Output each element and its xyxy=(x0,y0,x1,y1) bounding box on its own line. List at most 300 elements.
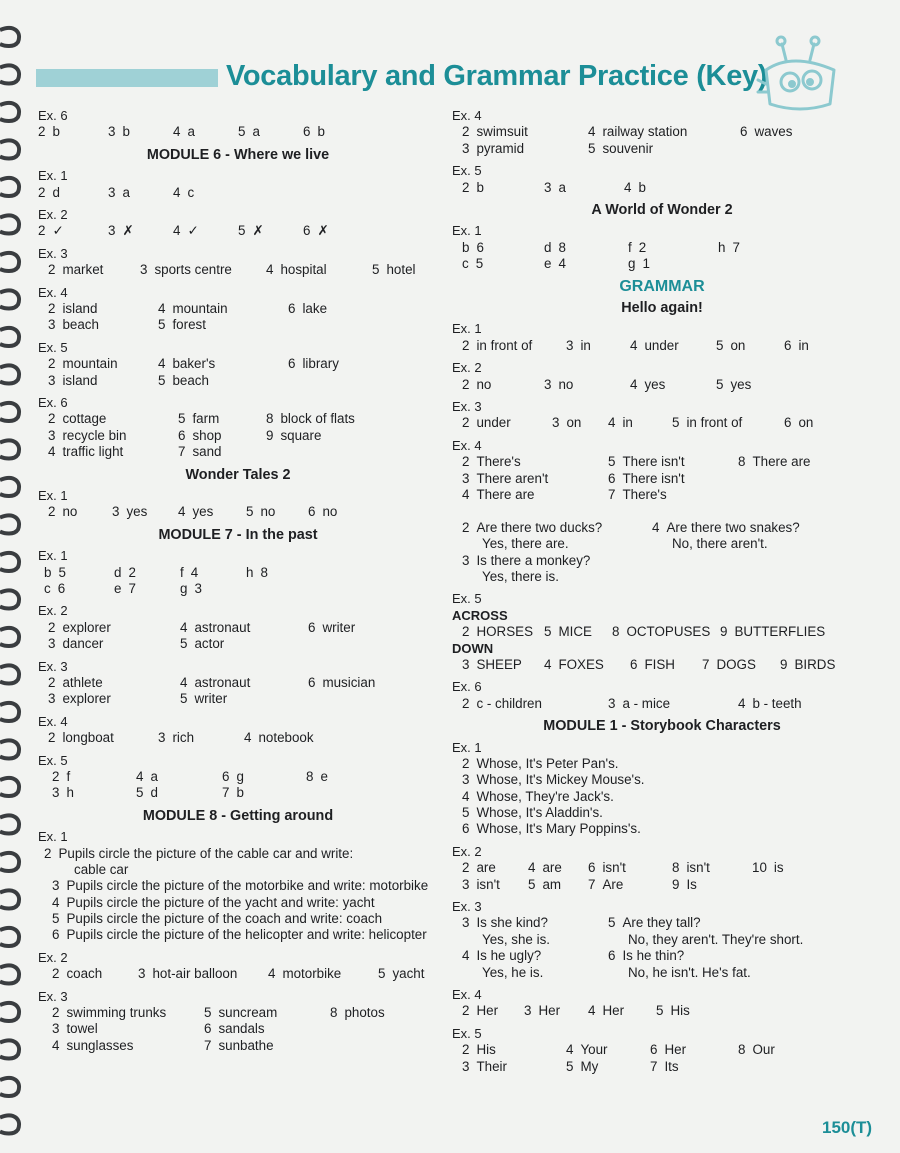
item-answer: longboat xyxy=(62,730,114,746)
item-answer: no xyxy=(476,376,492,392)
exercise-label: Ex. 1 xyxy=(38,487,68,503)
answer-row xyxy=(452,180,872,196)
answer-row xyxy=(38,1005,438,1021)
left-column xyxy=(38,108,438,1060)
item-number: 2 xyxy=(462,124,470,140)
answer-item xyxy=(48,675,103,691)
answer-item xyxy=(108,124,130,140)
item-answer: 2 xyxy=(128,564,136,580)
item-number: 3 xyxy=(112,504,120,520)
spiral-ring xyxy=(0,328,19,346)
answer-item xyxy=(48,356,118,372)
answer-row xyxy=(452,569,872,585)
item-answer: Whose, It's Aladdin's. xyxy=(476,805,603,821)
item-answer: 1 xyxy=(642,256,650,272)
item-answer: Your xyxy=(580,1042,608,1058)
item-answer: photos xyxy=(344,1005,385,1021)
item-answer: ✗ xyxy=(122,223,134,239)
section-heading-module-1-storybook-characters: MODULE 1 - Storybook Characters xyxy=(543,718,781,735)
item-number: 3 xyxy=(138,966,146,982)
item-number: 2 xyxy=(48,356,56,372)
answer-item xyxy=(178,444,222,460)
spiral-ring xyxy=(0,290,19,308)
item-number: 8 xyxy=(306,768,314,784)
answer-row xyxy=(38,785,438,801)
answer-item xyxy=(180,691,227,707)
item-number: 2 xyxy=(462,1003,470,1019)
item-number: 2 xyxy=(48,504,56,520)
item-number: 5 xyxy=(52,911,60,927)
answer-row xyxy=(452,965,872,981)
exercise-block xyxy=(38,168,438,201)
item-answer: Her xyxy=(476,1003,499,1019)
item-number: 8 xyxy=(330,1005,338,1021)
exercise-block xyxy=(38,829,438,944)
answer-item xyxy=(630,338,679,354)
item-answer: in front of xyxy=(686,415,743,431)
item-answer: a - mice xyxy=(622,695,671,711)
item-answer: ✓ xyxy=(187,223,199,239)
item-number: 3 xyxy=(108,124,116,140)
item-number: 5 xyxy=(178,411,186,427)
crossword-direction-heading: DOWN xyxy=(452,640,494,656)
item-number: 7 xyxy=(702,656,710,672)
item-number: 6 xyxy=(630,656,638,672)
exercise-label: Ex. 5 xyxy=(38,339,68,355)
answer-item xyxy=(482,569,559,585)
answer-item xyxy=(588,124,687,140)
exercise-block xyxy=(38,714,438,747)
answer-item xyxy=(566,1042,608,1058)
item-answer: 6 xyxy=(57,580,66,596)
answer-item xyxy=(48,730,114,746)
exercise-label: Ex. 3 xyxy=(38,658,68,674)
answer-item xyxy=(608,487,667,503)
answer-item xyxy=(38,223,64,239)
item-number: 7 xyxy=(608,486,616,502)
exercise-label: Ex. 6 xyxy=(452,679,482,695)
item-number: 2 xyxy=(48,674,56,690)
spiral-ring xyxy=(0,965,19,983)
item-number: 4 xyxy=(180,619,188,635)
answer-row xyxy=(38,581,438,597)
item-number: 5 xyxy=(462,805,470,821)
answer-item xyxy=(628,240,646,256)
item-number: 6 xyxy=(303,223,311,239)
item-number: 8 xyxy=(738,454,746,470)
item-answer: explorer xyxy=(62,619,111,635)
answer-item xyxy=(180,565,198,581)
item-answer: b xyxy=(236,785,244,801)
answer-item xyxy=(566,338,591,354)
exercise-label: Ex. 2 xyxy=(452,843,482,859)
item-number: 3 xyxy=(52,1021,60,1037)
item-number: 4 xyxy=(566,1042,574,1058)
answer-item xyxy=(204,1005,277,1021)
answer-item xyxy=(178,428,222,444)
answer-row xyxy=(452,756,872,772)
item-number: 2 xyxy=(38,184,46,200)
answer-row xyxy=(38,911,438,927)
spiral-ring xyxy=(0,1078,19,1096)
item-answer: yes xyxy=(192,504,214,520)
item-number: 4 xyxy=(268,966,276,982)
item-number: 6 xyxy=(308,619,316,635)
answer-row xyxy=(452,487,872,503)
answer-item xyxy=(303,223,329,239)
answer-item xyxy=(740,124,792,140)
exercise-label: Ex. 4 xyxy=(452,108,482,123)
item-number: 5 xyxy=(528,876,536,892)
answer-row xyxy=(452,536,872,552)
answer-item xyxy=(48,444,123,460)
answer-item xyxy=(462,240,484,256)
item-number: 4 xyxy=(630,337,638,353)
exercise-label: Ex. 4 xyxy=(452,437,482,453)
item-number: 3 xyxy=(462,140,470,156)
item-number: 2 xyxy=(44,845,52,861)
exercise-block xyxy=(452,987,872,1020)
answer-item xyxy=(462,696,542,712)
answer-row xyxy=(38,223,438,239)
answer-row xyxy=(38,124,438,140)
spiral-ring xyxy=(0,365,19,383)
title-accent-bar xyxy=(36,69,218,87)
exercise-label: Ex. 1 xyxy=(38,168,68,184)
exercise-block xyxy=(38,246,438,279)
item-number: 2 xyxy=(52,1005,60,1021)
item-answer: a xyxy=(187,124,195,140)
item-answer: His xyxy=(670,1003,690,1019)
item-answer: BIRDS xyxy=(794,656,836,672)
item-number: 3 xyxy=(544,179,552,195)
item-number: b xyxy=(462,239,470,255)
answer-item xyxy=(178,504,213,520)
exercise-block xyxy=(452,360,872,393)
answer-item xyxy=(158,356,215,372)
item-answer: yes xyxy=(644,376,666,392)
item-number: 4 xyxy=(462,486,470,502)
item-number: 5 xyxy=(378,966,386,982)
item-answer: beach xyxy=(62,317,99,333)
item-number: 3 xyxy=(462,772,470,788)
item-number: 5 xyxy=(204,1005,212,1021)
answer-row xyxy=(38,769,438,785)
answer-item xyxy=(462,520,602,536)
item-answer: island xyxy=(62,301,98,316)
answer-row xyxy=(452,141,872,157)
item-number: 2 xyxy=(462,337,470,353)
answer-item xyxy=(52,878,428,894)
answer-item xyxy=(780,657,835,673)
item-answer: railway station xyxy=(602,124,688,140)
answer-item xyxy=(672,415,742,431)
item-answer: island xyxy=(62,372,98,388)
item-number: 2 xyxy=(48,619,56,635)
item-number: 4 xyxy=(608,415,616,431)
exercise-block xyxy=(38,753,438,802)
answer-item xyxy=(173,124,195,140)
item-answer: b xyxy=(52,124,60,140)
answer-item xyxy=(204,1021,265,1037)
item-answer: Is xyxy=(686,876,697,892)
answer-row xyxy=(452,805,872,821)
answer-row xyxy=(452,471,872,487)
item-answer: musician xyxy=(322,674,376,690)
answer-item xyxy=(718,240,740,256)
item-number: 2 xyxy=(48,262,56,278)
answer-row xyxy=(38,675,438,691)
answer-item xyxy=(612,624,710,640)
item-answer: h xyxy=(66,785,74,801)
answer-item xyxy=(238,223,264,239)
answer-item xyxy=(462,471,548,487)
item-number: 3 xyxy=(462,656,470,672)
answer-item xyxy=(588,1003,624,1019)
item-number: 4 xyxy=(266,262,274,278)
item-number: 3 xyxy=(52,878,60,894)
exercise-label: Ex. 2 xyxy=(452,360,482,376)
item-number: d xyxy=(544,239,552,255)
answer-row xyxy=(38,895,438,911)
item-number: 5 xyxy=(656,1003,664,1019)
exercise-label: Ex. 5 xyxy=(452,163,482,179)
exercise-label: Ex. 3 xyxy=(38,245,68,261)
item-number: 3 xyxy=(608,695,616,711)
item-answer: mountain xyxy=(172,301,228,316)
answer-item xyxy=(462,624,533,640)
item-answer: motorbike xyxy=(282,966,342,982)
item-answer: traffic light xyxy=(62,444,124,460)
answer-item xyxy=(630,657,675,673)
section-heading-grammar: GRAMMAR xyxy=(619,277,705,295)
answer-item xyxy=(624,180,646,196)
item-number: 3 xyxy=(524,1003,532,1019)
item-answer: Are there two snakes? xyxy=(666,519,800,535)
item-number: 6 xyxy=(303,124,311,140)
item-answer: Her xyxy=(538,1003,561,1019)
item-number: 4 xyxy=(462,948,470,964)
exercise-block xyxy=(452,163,872,196)
item-answer: d xyxy=(52,184,60,200)
item-number: 3 xyxy=(462,876,470,892)
answer-row xyxy=(452,520,872,536)
item-number: 6 xyxy=(462,821,470,837)
answer-item xyxy=(303,124,325,140)
item-number: 4 xyxy=(630,376,638,392)
item-number: 6 xyxy=(288,301,296,316)
answer-item xyxy=(524,1003,560,1019)
item-answer: a xyxy=(252,124,260,140)
item-number: 9 xyxy=(780,656,788,672)
answer-item xyxy=(180,636,224,652)
item-number: 9 xyxy=(672,876,680,892)
item-answer: isn't xyxy=(476,876,500,892)
section-heading-a-world-of-wonder-2: A World of Wonder 2 xyxy=(591,201,733,218)
answer-item xyxy=(222,769,244,785)
spiral-ring xyxy=(0,778,19,796)
answer-item xyxy=(48,504,77,520)
answer-item xyxy=(136,769,158,785)
item-number: 7 xyxy=(222,785,230,801)
item-number: 2 xyxy=(462,519,470,535)
answer-item xyxy=(138,966,237,982)
robot-mascot-icon xyxy=(752,30,844,114)
item-answer: recycle bin xyxy=(62,427,127,443)
exercise-block xyxy=(38,488,438,521)
item-answer: g xyxy=(236,768,244,784)
answer-item xyxy=(588,141,653,157)
item-number: g xyxy=(180,580,188,596)
item-answer: is xyxy=(773,860,784,876)
item-answer: 5 xyxy=(58,564,66,580)
item-answer: Whose, They're Jack's. xyxy=(476,788,614,804)
exercise-block xyxy=(452,223,872,272)
item-number: c xyxy=(462,256,469,272)
item-number: 4 xyxy=(588,1003,596,1019)
item-number: e xyxy=(544,256,552,272)
item-answer: forest xyxy=(172,317,206,333)
exercise-block xyxy=(38,108,438,141)
answer-item xyxy=(650,1042,686,1058)
item-answer: Whose, It's Peter Pan's. xyxy=(476,755,619,771)
exercise-block xyxy=(452,108,872,157)
item-number: 4 xyxy=(588,124,596,140)
item-number: 4 xyxy=(738,695,746,711)
item-number: 3 xyxy=(462,470,470,486)
item-answer: 4 xyxy=(190,564,199,580)
item-number: 7 xyxy=(204,1037,212,1053)
item-answer: no xyxy=(558,376,574,392)
answer-item xyxy=(266,428,321,444)
item-number: 6 xyxy=(308,674,316,690)
answer-item xyxy=(738,696,802,712)
item-number: e xyxy=(114,580,122,596)
item-number: 5 xyxy=(608,454,616,470)
item-answer: No, there aren't. xyxy=(672,536,768,552)
exercise-block xyxy=(38,659,438,708)
item-answer: are xyxy=(476,860,496,876)
item-answer: There are xyxy=(476,486,535,502)
item-answer: in xyxy=(580,337,591,353)
answer-row xyxy=(452,915,872,931)
item-number: 2 xyxy=(462,860,470,876)
item-number: 3 xyxy=(48,317,56,333)
answer-item xyxy=(48,411,106,427)
answer-item xyxy=(44,565,66,581)
item-answer: c - children xyxy=(476,695,542,711)
item-answer: in xyxy=(622,415,633,431)
exercise-label: Ex. 4 xyxy=(38,284,68,300)
item-answer: no xyxy=(62,504,78,520)
item-answer: No, they aren't. They're short. xyxy=(628,931,804,947)
item-answer: a xyxy=(558,179,566,195)
item-answer: on xyxy=(798,415,814,431)
item-answer: BUTTERFLIES xyxy=(734,624,826,640)
answer-item xyxy=(462,821,641,837)
answer-item xyxy=(462,915,548,931)
answer-row xyxy=(38,966,438,982)
answer-item xyxy=(462,553,590,569)
answer-item xyxy=(482,965,543,981)
item-answer: sunglasses xyxy=(66,1037,134,1053)
page-number: 150(T) xyxy=(822,1118,873,1137)
answer-item xyxy=(48,620,111,636)
answer-item xyxy=(462,860,496,876)
answer-row xyxy=(452,503,872,519)
answer-item xyxy=(48,636,103,652)
item-number: 4 xyxy=(462,788,470,804)
item-number: 4 xyxy=(158,301,166,316)
answer-item xyxy=(44,581,65,597)
answer-row xyxy=(38,262,438,278)
item-answer: Are xyxy=(602,876,624,892)
right-column xyxy=(452,108,872,1081)
item-number: h xyxy=(718,239,726,255)
item-answer: a xyxy=(122,184,130,200)
answer-item xyxy=(720,624,825,640)
answer-item xyxy=(752,860,784,876)
item-number: 3 xyxy=(462,552,470,568)
item-answer: mountain xyxy=(62,356,118,372)
item-answer: b - teeth xyxy=(752,695,802,711)
exercise-block xyxy=(452,321,872,354)
item-answer: pyramid xyxy=(476,140,525,156)
item-number: 5 xyxy=(716,376,724,392)
item-number: 6 xyxy=(222,768,230,784)
item-number: 2 xyxy=(462,624,470,640)
item-answer: Pupils circle the picture of the helicopter and write: helicopter xyxy=(66,927,427,943)
exercise-block xyxy=(452,679,872,712)
answer-row xyxy=(38,691,438,707)
item-number: 4 xyxy=(624,179,632,195)
answer-row xyxy=(452,624,872,640)
item-number: 4 xyxy=(528,860,536,876)
answer-item xyxy=(544,377,573,393)
exercise-block xyxy=(452,844,872,893)
item-answer: rich xyxy=(172,730,195,746)
answer-item xyxy=(588,860,626,876)
answer-item xyxy=(378,966,424,982)
item-number: 6 xyxy=(608,948,616,964)
answer-row xyxy=(452,1042,872,1058)
item-answer: library xyxy=(302,356,339,372)
item-number: 2 xyxy=(462,755,470,771)
item-number: 6 xyxy=(308,504,316,520)
answer-item xyxy=(462,256,483,272)
answer-item xyxy=(462,415,511,431)
item-answer: Yes, there are. xyxy=(482,536,569,552)
item-number: 6 xyxy=(740,124,748,140)
spiral-binding xyxy=(0,0,26,1153)
answer-item xyxy=(462,1042,496,1058)
item-number: 4 xyxy=(544,656,552,672)
item-number: 5 xyxy=(716,337,724,353)
answer-item xyxy=(462,141,524,157)
answer-row xyxy=(38,1021,438,1037)
item-answer: farm xyxy=(192,411,220,427)
answer-item xyxy=(330,1005,385,1021)
answer-item xyxy=(246,504,275,520)
spiral-ring xyxy=(0,440,19,458)
item-answer: FOXES xyxy=(558,656,604,672)
item-answer: Is there a monkey? xyxy=(476,552,591,568)
section-heading-module-7-in-the-past: MODULE 7 - In the past xyxy=(158,526,318,543)
item-answer: Yes, she is. xyxy=(482,931,550,947)
item-answer: OCTOPUSES xyxy=(626,624,711,640)
answer-row xyxy=(452,821,872,837)
exercise-label: Ex. 1 xyxy=(38,548,68,564)
